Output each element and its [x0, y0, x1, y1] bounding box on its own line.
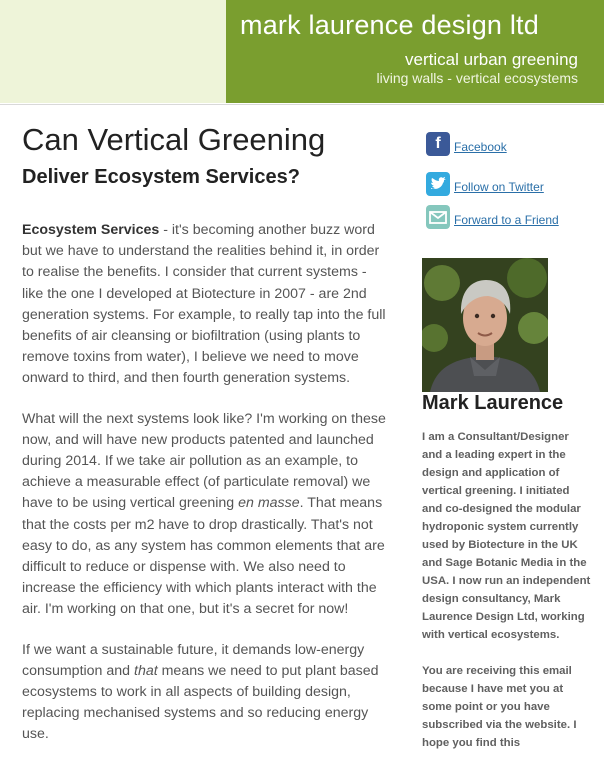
article-body: [22, 220, 386, 765]
twitter-share[interactable]: [426, 172, 596, 198]
paragraph-2-emphasis: en masse: [238, 495, 300, 512]
facebook-link[interactable]: Facebook: [454, 140, 507, 154]
subscription-notice: [422, 662, 592, 752]
email-header: [0, 0, 604, 105]
paragraph-2: [22, 409, 386, 621]
envelope-icon[interactable]: [426, 205, 450, 229]
brand-subtagline: living walls - vertical ecosystems: [376, 70, 578, 86]
facebook-icon[interactable]: f: [426, 132, 450, 156]
brand-tagline: vertical urban greening: [405, 50, 578, 69]
twitter-icon[interactable]: [426, 172, 450, 196]
brand-name: mark laurence design ltd: [240, 10, 539, 40]
paragraph-3-emphasis: that: [134, 662, 158, 679]
subscription-notice-continued: I hope you find this: [422, 719, 577, 749]
author-name: Mark Laurence: [422, 392, 564, 414]
paragraph-1: [22, 220, 386, 390]
paragraph-3: [22, 640, 386, 746]
author-bio: [422, 428, 592, 770]
paragraph-1-text: - it's becoming another buzz word but we have to understand the realities behind it, in order to realise the benefits. I consider that current systems - like the one I developed at Biotecture in 2007 - are 2nd generation systems. For example, to really tap into the full benefits of air cleansing or biofiltration (using plants to remove toxins from water), I believe we need to move onward to third, and then fourth generation systems.: [22, 222, 386, 387]
article-subtitle: Deliver Ecosystem Services?: [22, 166, 300, 188]
paragraph-2-text-b: . That means that the costs per m2 have to drop drastically. That's not easy to do, as any system has common elements that are difficult to reduce or dispense with. We also need to increase the efficiency with which plants interact with the air. I'm working on that one, but it's a secret for now!: [22, 495, 385, 618]
paragraph-1-bold: Ecosystem Services: [22, 222, 160, 238]
paragraph-3-text-b: means we need to put plant based ecosystems to work in all aspects of building design, replacing mechanised systems and so reducing energy use.: [22, 662, 379, 743]
paragraph-3-text-a: If we want a sustainable future, it demands low-energy consumption and: [22, 641, 365, 679]
profile-photo: [422, 258, 548, 392]
subscription-notice-text: You are receiving this email because I have met you at some point or you have subscribed via the website.: [422, 665, 572, 731]
paragraph-2-text-a: What will the next systems look like? I'm working on these now, and will have new products patented and launched during 2014. If we take air pollution as an example, to achieve a measurable effect (of particulate removal) we have to be using vertical greening: [22, 410, 386, 512]
facebook-share[interactable]: [426, 132, 596, 158]
header-left-panel: [0, 0, 226, 103]
forward-link[interactable]: Forward to a Friend: [454, 213, 559, 227]
twitter-link[interactable]: Follow on Twitter: [454, 180, 544, 194]
bio-paragraph: I am a Consultant/Designer and a leading expert in the design and application of vertical greening. I initiated and co-designed the modular hydroponic system currently used by Biotecture in the UK and Sage Botanic Media in the USA. I now run an independent design consultancy, Mark Laurence Design Ltd, working with vertical ecosystems.: [422, 431, 591, 641]
article-title: Can Vertical Greening: [22, 122, 326, 157]
forward-share[interactable]: [426, 205, 596, 231]
